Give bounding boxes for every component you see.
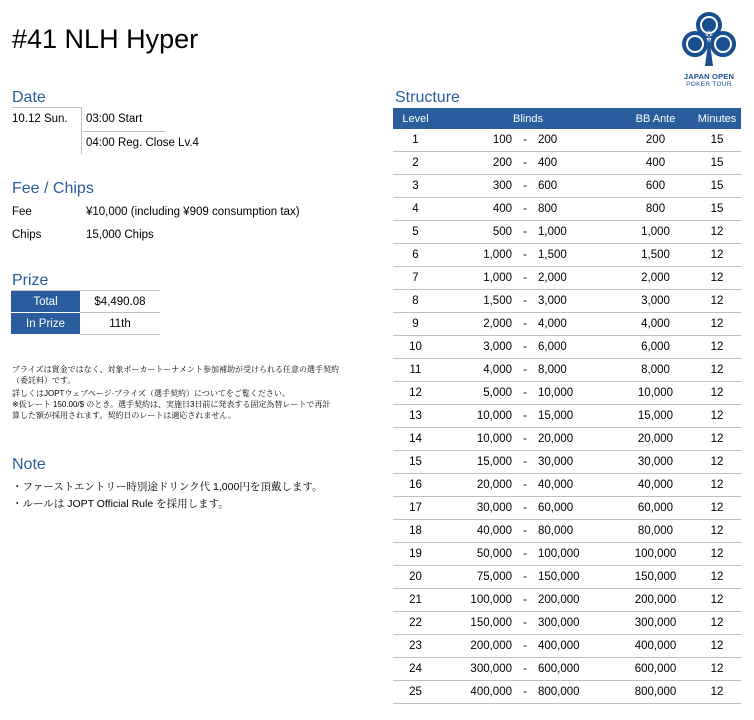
big-blind: 80,000 [538,525,574,537]
blinds-cell [438,451,618,474]
big-blind: 60,000 [538,502,574,514]
blinds-cell [438,612,618,635]
big-blind: 1,500 [538,249,567,261]
small-blind: 1,000 [483,249,512,261]
small-blind: 500 [492,226,512,238]
small-blind: 10,000 [476,433,512,445]
minutes-cell: 12 [693,474,741,497]
bb-ante-cell: 600 [618,175,693,198]
blinds-cell [438,336,618,359]
level-cell: 24 [393,658,438,681]
blinds-cell [438,520,618,543]
minutes-cell: 12 [693,359,741,382]
small-blind: 4,000 [483,364,512,376]
structure-row [393,129,741,152]
date-heading-underline [12,107,82,108]
blind-separator: - [523,272,527,284]
bb-ante-cell: 15,000 [618,405,693,428]
level-cell: 1 [393,129,438,152]
minutes-cell: 12 [693,382,741,405]
blind-separator: - [523,456,527,468]
col-header-bb-ante: BB Ante [618,108,693,129]
level-cell: 19 [393,543,438,566]
prize-row-inprize [11,313,160,335]
prize-note-line: プライズは賞金ではなく、対象ポーカートーナメント参加補助が受けられる任意の選手契約 [12,365,340,374]
big-blind: 3,000 [538,295,567,307]
blind-separator: - [523,249,527,261]
blinds-cell [438,658,618,681]
minutes-cell: 12 [693,405,741,428]
minutes-cell: 12 [693,520,741,543]
structure-row [393,428,741,451]
fee-label: Fee [12,206,32,218]
blinds-cell [438,129,618,152]
level-cell: 15 [393,451,438,474]
blinds-cell [438,566,618,589]
minutes-cell: 12 [693,543,741,566]
structure-row [393,175,741,198]
inprize-value: 11th [80,313,160,335]
minutes-cell: 15 [693,175,741,198]
minutes-cell: 12 [693,267,741,290]
blind-separator: - [523,525,527,537]
level-cell: 21 [393,589,438,612]
bb-ante-cell: 150,000 [618,566,693,589]
structure-row [393,589,741,612]
reg-close-time: 04:00 Reg. Close Lv.4 [86,137,199,149]
structure-row [393,267,741,290]
big-blind: 800,000 [538,686,580,698]
big-blind: 1,000 [538,226,567,238]
prize-heading: Prize [12,272,49,289]
bb-ante-cell: 3,000 [618,290,693,313]
total-value: $4,490.08 [80,291,160,313]
level-cell: 6 [393,244,438,267]
structure-row [393,359,741,382]
blind-separator: - [523,341,527,353]
prize-table [11,291,160,335]
bb-ante-cell: 40,000 [618,474,693,497]
small-blind: 100,000 [470,594,512,606]
structure-row [393,313,741,336]
blind-separator: - [523,548,527,560]
blind-separator: - [523,640,527,652]
level-cell: 13 [393,405,438,428]
blind-separator: - [523,295,527,307]
structure-row [393,543,741,566]
minutes-cell: 12 [693,497,741,520]
blinds-cell [438,221,618,244]
date-heading: Date [12,89,46,106]
structure-row [393,566,741,589]
level-cell: 12 [393,382,438,405]
small-blind: 20,000 [476,479,512,491]
minutes-cell: 12 [693,336,741,359]
bb-ante-cell: 4,000 [618,313,693,336]
col-header-level: Level [393,108,438,129]
structure-row [393,497,741,520]
page-title: #41 NLH Hyper [12,24,199,54]
small-blind: 300,000 [470,663,512,675]
date-divider [81,108,82,154]
start-time: 03:00 Start [86,113,143,125]
blind-separator: - [523,617,527,629]
minutes-cell: 12 [693,428,741,451]
minutes-cell: 12 [693,290,741,313]
small-blind: 150,000 [470,617,512,629]
blinds-cell [438,681,618,704]
total-label: Total [11,291,80,313]
blinds-cell [438,359,618,382]
level-cell: 4 [393,198,438,221]
structure-row [393,635,741,658]
small-blind: 200 [492,157,512,169]
blinds-cell [438,428,618,451]
blinds-cell [438,382,618,405]
level-cell: 10 [393,336,438,359]
blinds-cell [438,313,618,336]
structure-header-row [393,108,741,129]
small-blind: 50,000 [476,548,512,560]
big-blind: 200,000 [538,594,580,606]
small-blind: 1,000 [483,272,512,284]
structure-row [393,221,741,244]
minutes-cell: 12 [693,612,741,635]
inprize-label: In Prize [11,313,80,335]
level-cell: 7 [393,267,438,290]
blind-separator: - [523,410,527,422]
blinds-cell [438,290,618,313]
blind-separator: - [523,364,527,376]
structure-row [393,382,741,405]
blinds-cell [438,267,618,290]
big-blind: 10,000 [538,387,574,399]
minutes-cell: 12 [693,313,741,336]
blinds-cell [438,474,618,497]
minutes-cell: 12 [693,566,741,589]
blind-separator: - [523,686,527,698]
big-blind: 4,000 [538,318,567,330]
big-blind: 300,000 [538,617,580,629]
big-blind: 800 [538,203,558,215]
blind-separator: - [523,180,527,192]
bb-ante-cell: 100,000 [618,543,693,566]
date-row-divider [83,131,165,132]
structure-row [393,336,741,359]
level-cell: 2 [393,152,438,175]
blind-separator: - [523,157,527,169]
big-blind: 400 [538,157,558,169]
minutes-cell: 12 [693,589,741,612]
big-blind: 8,000 [538,364,567,376]
bb-ante-cell: 80,000 [618,520,693,543]
small-blind: 400 [492,203,512,215]
bb-ante-cell: 200,000 [618,589,693,612]
prize-note-line: ※仮レート 150.00/$ のとき。選手契約は、実施日3日前に発表する固定為替レートで再計 [12,400,331,409]
event-day: 10.12 Sun. [12,113,68,125]
col-header-minutes: Minutes [693,108,741,129]
fee-value: ¥10,000 (including ¥909 consumption tax) [86,206,300,218]
level-cell: 22 [393,612,438,635]
small-blind: 30,000 [476,502,512,514]
minutes-cell: 15 [693,152,741,175]
big-blind: 6,000 [538,341,567,353]
level-cell: 18 [393,520,438,543]
bb-ante-cell: 60,000 [618,497,693,520]
col-header-blinds: Blinds [438,108,618,129]
minutes-cell: 12 [693,681,741,704]
big-blind: 20,000 [538,433,574,445]
small-blind: 3,000 [483,341,512,353]
blinds-cell [438,497,618,520]
blind-separator: - [523,226,527,238]
blind-separator: - [523,663,527,675]
bb-ante-cell: 800,000 [618,681,693,704]
big-blind: 600 [538,180,558,192]
bb-ante-cell: 10,000 [618,382,693,405]
blinds-cell [438,405,618,428]
small-blind: 400,000 [470,686,512,698]
small-blind: 200,000 [470,640,512,652]
structure-row [393,474,741,497]
big-blind: 30,000 [538,456,574,468]
level-cell: 20 [393,566,438,589]
level-cell: 23 [393,635,438,658]
small-blind: 40,000 [476,525,512,537]
big-blind: 40,000 [538,479,574,491]
blinds-cell [438,635,618,658]
structure-row [393,612,741,635]
bb-ante-cell: 20,000 [618,428,693,451]
bb-ante-cell: 1,000 [618,221,693,244]
structure-row [393,290,741,313]
bb-ante-cell: 30,000 [618,451,693,474]
note-heading: Note [12,456,46,473]
small-blind: 5,000 [483,387,512,399]
structure-row [393,658,741,681]
minutes-cell: 15 [693,198,741,221]
level-cell: 14 [393,428,438,451]
big-blind: 600,000 [538,663,580,675]
structure-row [393,198,741,221]
small-blind: 1,500 [483,295,512,307]
structure-row [393,681,741,704]
blind-separator: - [523,433,527,445]
chips-value: 15,000 Chips [86,229,154,241]
big-blind: 2,000 [538,272,567,284]
blinds-cell [438,152,618,175]
minutes-cell: 12 [693,244,741,267]
structure-row [393,520,741,543]
blind-separator: - [523,387,527,399]
level-cell: 3 [393,175,438,198]
structure-row [393,405,741,428]
bb-ante-cell: 800 [618,198,693,221]
bb-ante-cell: 1,500 [618,244,693,267]
small-blind: 2,000 [483,318,512,330]
level-cell: 8 [393,290,438,313]
bb-ante-cell: 8,000 [618,359,693,382]
bb-ante-cell: 600,000 [618,658,693,681]
big-blind: 200 [538,134,558,146]
blind-separator: - [523,594,527,606]
blind-separator: - [523,318,527,330]
big-blind: 15,000 [538,410,574,422]
prize-row-total [11,291,160,313]
big-blind: 400,000 [538,640,580,652]
blind-separator: - [523,203,527,215]
small-blind: 75,000 [476,571,512,583]
level-cell: 25 [393,681,438,704]
structure-row [393,244,741,267]
blind-separator: - [523,571,527,583]
note-line: ・ファーストエントリー時別途ドリンク代 1,000円を頂戴します。 [12,481,323,493]
level-cell: 17 [393,497,438,520]
logo-text-line2: POKER TOUR [686,81,732,88]
big-blind: 150,000 [538,571,580,583]
level-cell: 5 [393,221,438,244]
blind-separator: - [523,134,527,146]
prize-note-line: （委託料）です。 [12,376,76,385]
minutes-cell: 12 [693,221,741,244]
prize-note-line: 詳しくはJOPTウェブページ·プライズ（選手契約）についてをご覧ください。 [12,389,290,398]
bb-ante-cell: 400 [618,152,693,175]
chips-label: Chips [12,229,42,241]
blinds-cell [438,589,618,612]
bb-ante-cell: 300,000 [618,612,693,635]
small-blind: 10,000 [476,410,512,422]
minutes-cell: 12 [693,658,741,681]
minutes-cell: 12 [693,451,741,474]
minutes-cell: 12 [693,635,741,658]
bb-ante-cell: 400,000 [618,635,693,658]
blinds-cell [438,175,618,198]
structure-heading: Structure [395,89,460,106]
structure-row [393,451,741,474]
note-line: ・ルールは JOPT Official Rule を採用します。 [12,498,229,510]
structure-row [393,152,741,175]
blinds-cell [438,543,618,566]
logo-text-line1: JAPAN OPEN [683,72,735,81]
blind-separator: - [523,502,527,514]
level-cell: 11 [393,359,438,382]
blinds-cell [438,198,618,221]
small-blind: 100 [492,134,512,146]
bb-ante-cell: 2,000 [618,267,693,290]
level-cell: 9 [393,313,438,336]
small-blind: 15,000 [476,456,512,468]
prize-note-line: 算した額が採用されます。契約日のレートは適応されません。 [12,411,236,420]
bb-ante-cell: 200 [618,129,693,152]
blind-separator: - [523,479,527,491]
blinds-cell [438,244,618,267]
fee-heading: Fee / Chips [12,180,94,197]
structure-table [393,108,741,704]
minutes-cell: 15 [693,129,741,152]
level-cell: 16 [393,474,438,497]
bb-ante-cell: 6,000 [618,336,693,359]
big-blind: 100,000 [538,548,580,560]
structure-body [393,129,741,704]
small-blind: 300 [492,180,512,192]
